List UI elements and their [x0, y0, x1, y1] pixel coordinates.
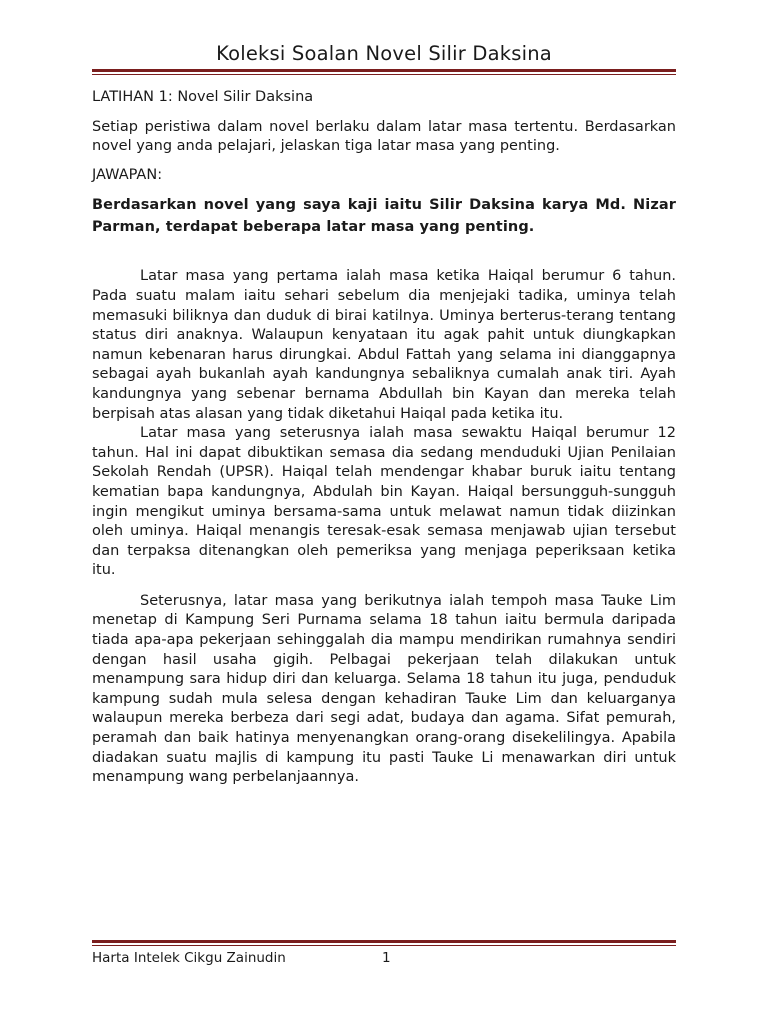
exercise-title: LATIHAN 1: Novel Silir Daksina	[92, 89, 314, 105]
answer-intro: Berdasarkan novel yang saya kaji iaitu Silir Daksina karya Md. Nizar Parman, terdapat beberapa latar masa yang penting.	[92, 197, 676, 236]
header-rule	[92, 69, 676, 75]
footer-rule	[92, 940, 676, 946]
header-rule-thick	[92, 69, 676, 72]
footer-author: Harta Intelek Cikgu Zainudin	[92, 950, 286, 966]
answer-label: JAWAPAN:	[92, 166, 163, 183]
answer-paragraph-1: Latar masa yang pertama ialah masa ketika Haiqal berumur 6 tahun. Pada suatu malam iaitu sehari sebelum dia menjejaki tadika, uminya telah memasuki biliknya dan duduk di birai katilnya. Uminya berterus-terang tentang status diri anaknya. Walaupun kenyataan itu agak pahit untuk diungkapkan namun kebenaran harus dirungkai. Abdul Fattah yang selama ini dianggapnya sebagai ayah bukanlah ayah kandungnya sebaliknya cumalah anak tiri. Ayah kandungnya yang sebenar bernama Abdullah bin Kayan dan mereka telah berpisah atas alasan yang tidak diketahui Haiqal pada ketika itu.	[92, 268, 676, 422]
page-number: 1	[382, 950, 391, 966]
footer-rule-thick	[92, 940, 676, 943]
answer-paragraph-3: Seterusnya, latar masa yang berikutnya ialah tempoh masa Tauke Lim menetap di Kampung Seri Purnama selama 18 tahun iaitu bermula daripada tiada apa-apa pekerjaan sehinggalah dia mampu mendirikan rumahnya sendiri dengan hasil usaha gigih. Pelbagai pekerjaan telah dilakukan untuk menampung sara hidup diri dan keluarga. Selama 18 tahun itu juga, penduduk kampung sudah mula selesa dengan kehadiran Tauke Lim dan keluarganya walaupun mereka berbeza dari segi adat, budaya dan agama. Sifat pemurah, peramah dan baik hatinya menyenangkan orang-orang disekelilingya. Apabila diadakan suatu majlis di kampung itu pasti Tauke Li menawarkan diri untuk menampung wang perbelanjaannya.	[92, 592, 676, 786]
footer-rule-thin	[92, 945, 676, 946]
page-header-title: Koleksi Soalan Novel Silir Daksina	[216, 42, 552, 65]
document-page	[92, 0, 676, 1024]
question-text: Setiap peristiwa dalam novel berlaku dalam latar masa tertentu. Berdasarkan novel yang anda pelajari, jelaskan tiga latar masa yang penting.	[92, 118, 676, 155]
header-rule-thin	[92, 74, 676, 75]
document-body	[92, 88, 676, 788]
answer-paragraph-2: Latar masa yang seterusnya ialah masa sewaktu Haiqal berumur 12 tahun. Hal ini dapat dibuktikan semasa dia sedang menduduki Ujian Penilaian Sekolah Rendah (UPSR). Haiqal telah mendengar khabar buruk iaitu tentang kematian bapa kandungnya, Abdulah bin Kayan. Haiqal bersungguh-sungguh ingin mengikut uminya bersama-sama untuk melawat namun tidak diizinkan oleh uminya. Haiqal menangis teresak-esak semasa menjawab ujian tersebut dan terpaksa ditenangkan oleh pemeriksa yang menjaga peperiksaan ketika itu.	[92, 425, 676, 579]
